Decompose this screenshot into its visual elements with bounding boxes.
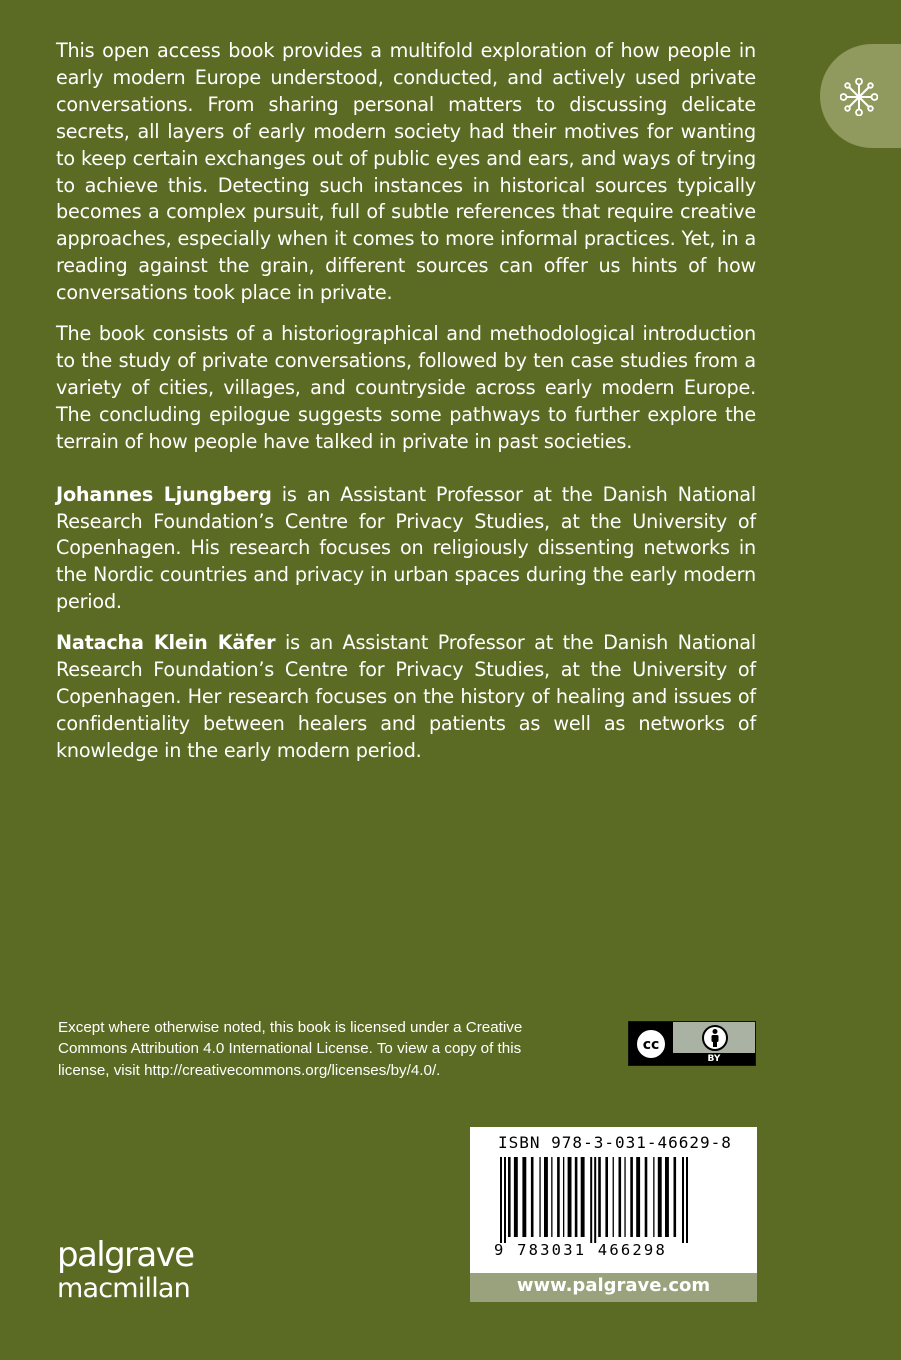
barcode-bar bbox=[514, 1157, 518, 1237]
barcode-bar bbox=[658, 1157, 662, 1237]
author-bio-text-1: is an Assistant Professor at the Danish National Research Foundation’s Centre for Privacy Studies, at the University of Copenhagen. His research focuses on religiously dissenting networks in the Nordic countries and privacy in urban spaces during the early modern period. bbox=[56, 482, 756, 614]
author-bio-2 bbox=[56, 630, 756, 765]
barcode-bar bbox=[619, 1157, 622, 1237]
barcode-bar bbox=[531, 1157, 534, 1237]
isbn-barcode-box bbox=[470, 1127, 757, 1273]
author-bio-text-2: is an Assistant Professor at the Danish National Research Foundation’s Centre for Privacy Studies, at the University of Copenhagen. Her research focuses on the history of healing and issues of confidentiality between healers and patients as well as networks of knowledge in the early modern period. bbox=[56, 631, 756, 762]
barcode-bar bbox=[598, 1157, 601, 1237]
license-notice: Except where otherwise noted, this book is licensed under a Creative Commons Attribution 4.0 International License. To view a copy of this license, visit http://creativecommons.org/licenses/by/4.0/. bbox=[58, 1019, 523, 1079]
barcode-bar bbox=[613, 1157, 614, 1237]
barcode-bar bbox=[544, 1157, 548, 1237]
author-name-1: Johannes Ljungberg bbox=[56, 482, 272, 506]
barcode bbox=[498, 1157, 730, 1243]
logo-line-2: macmillan bbox=[57, 1273, 190, 1304]
barcode-bar bbox=[645, 1157, 648, 1237]
barcode-bar bbox=[674, 1157, 677, 1237]
person-attribution-icon bbox=[701, 1024, 729, 1052]
publisher-logo bbox=[57, 1235, 194, 1304]
barcode-bar bbox=[605, 1157, 608, 1237]
barcode-bar bbox=[557, 1157, 560, 1237]
logo-line-1: palgrave bbox=[57, 1235, 194, 1275]
author-name-2: Natacha Klein Käfer bbox=[56, 631, 276, 655]
barcode-bar bbox=[575, 1157, 578, 1237]
barcode-digits: 9 783031 466298 bbox=[494, 1241, 667, 1259]
barcode-bar bbox=[539, 1157, 540, 1237]
barcode-bar bbox=[590, 1157, 592, 1243]
series-tab bbox=[820, 44, 901, 148]
barcode-bar bbox=[508, 1157, 511, 1237]
palgrave-star-icon bbox=[840, 78, 878, 116]
blurb-paragraph-2: The book consists of a historiographical and methodological introduction to the study of private conversations, followed by ten case studies from a variety of cities, villages, and countryside across early modern Europe. The concluding epilogue suggests some pathways to further explore the terrain of how people have talked in private in past societies. bbox=[56, 322, 756, 453]
publisher-url[interactable]: www.palgrave.com bbox=[470, 1273, 757, 1302]
back-cover-blurb bbox=[56, 38, 756, 779]
isbn-label: ISBN 978-3-031-46629-8 bbox=[498, 1133, 732, 1152]
barcode-bar bbox=[630, 1157, 633, 1237]
author-bio-1 bbox=[56, 482, 756, 617]
barcode-bar bbox=[504, 1157, 506, 1243]
cc-by-badge[interactable] bbox=[628, 1021, 756, 1066]
barcode-bar bbox=[563, 1157, 564, 1237]
barcode-bar bbox=[500, 1157, 502, 1243]
barcode-bar bbox=[682, 1157, 684, 1243]
barcode-bar bbox=[522, 1157, 526, 1237]
barcode-bar bbox=[581, 1157, 585, 1237]
barcode-bar bbox=[653, 1157, 654, 1237]
blurb-paragraph-1: This open access book provides a multifold exploration of how people in early modern Europe understood, conducted, and actively used private conversations. From sharing personal matters to discussing delicate secrets, all layers of early modern society had their motives for wanting to keep certain exchanges out of public eyes and ears, and ways of trying to achieve this. Detecting such instances in historical sources typically becomes a complex pursuit, full of subtle references that require creative approaches, especially when it comes to more informal practices. Yet, in a reading against the grain, different sources can offer us hints of how conversations took place in private. bbox=[56, 39, 756, 305]
creative-commons-icon bbox=[633, 1027, 669, 1061]
barcode-bar bbox=[686, 1157, 688, 1243]
barcode-bar bbox=[594, 1157, 596, 1243]
by-label: BY bbox=[673, 1053, 755, 1065]
barcode-bar bbox=[636, 1157, 640, 1237]
cc-glyph: cc bbox=[642, 1037, 660, 1053]
barcode-bar bbox=[665, 1157, 669, 1237]
barcode-bar bbox=[568, 1157, 572, 1237]
barcode-bar bbox=[624, 1157, 625, 1237]
barcode-bar bbox=[551, 1157, 552, 1237]
